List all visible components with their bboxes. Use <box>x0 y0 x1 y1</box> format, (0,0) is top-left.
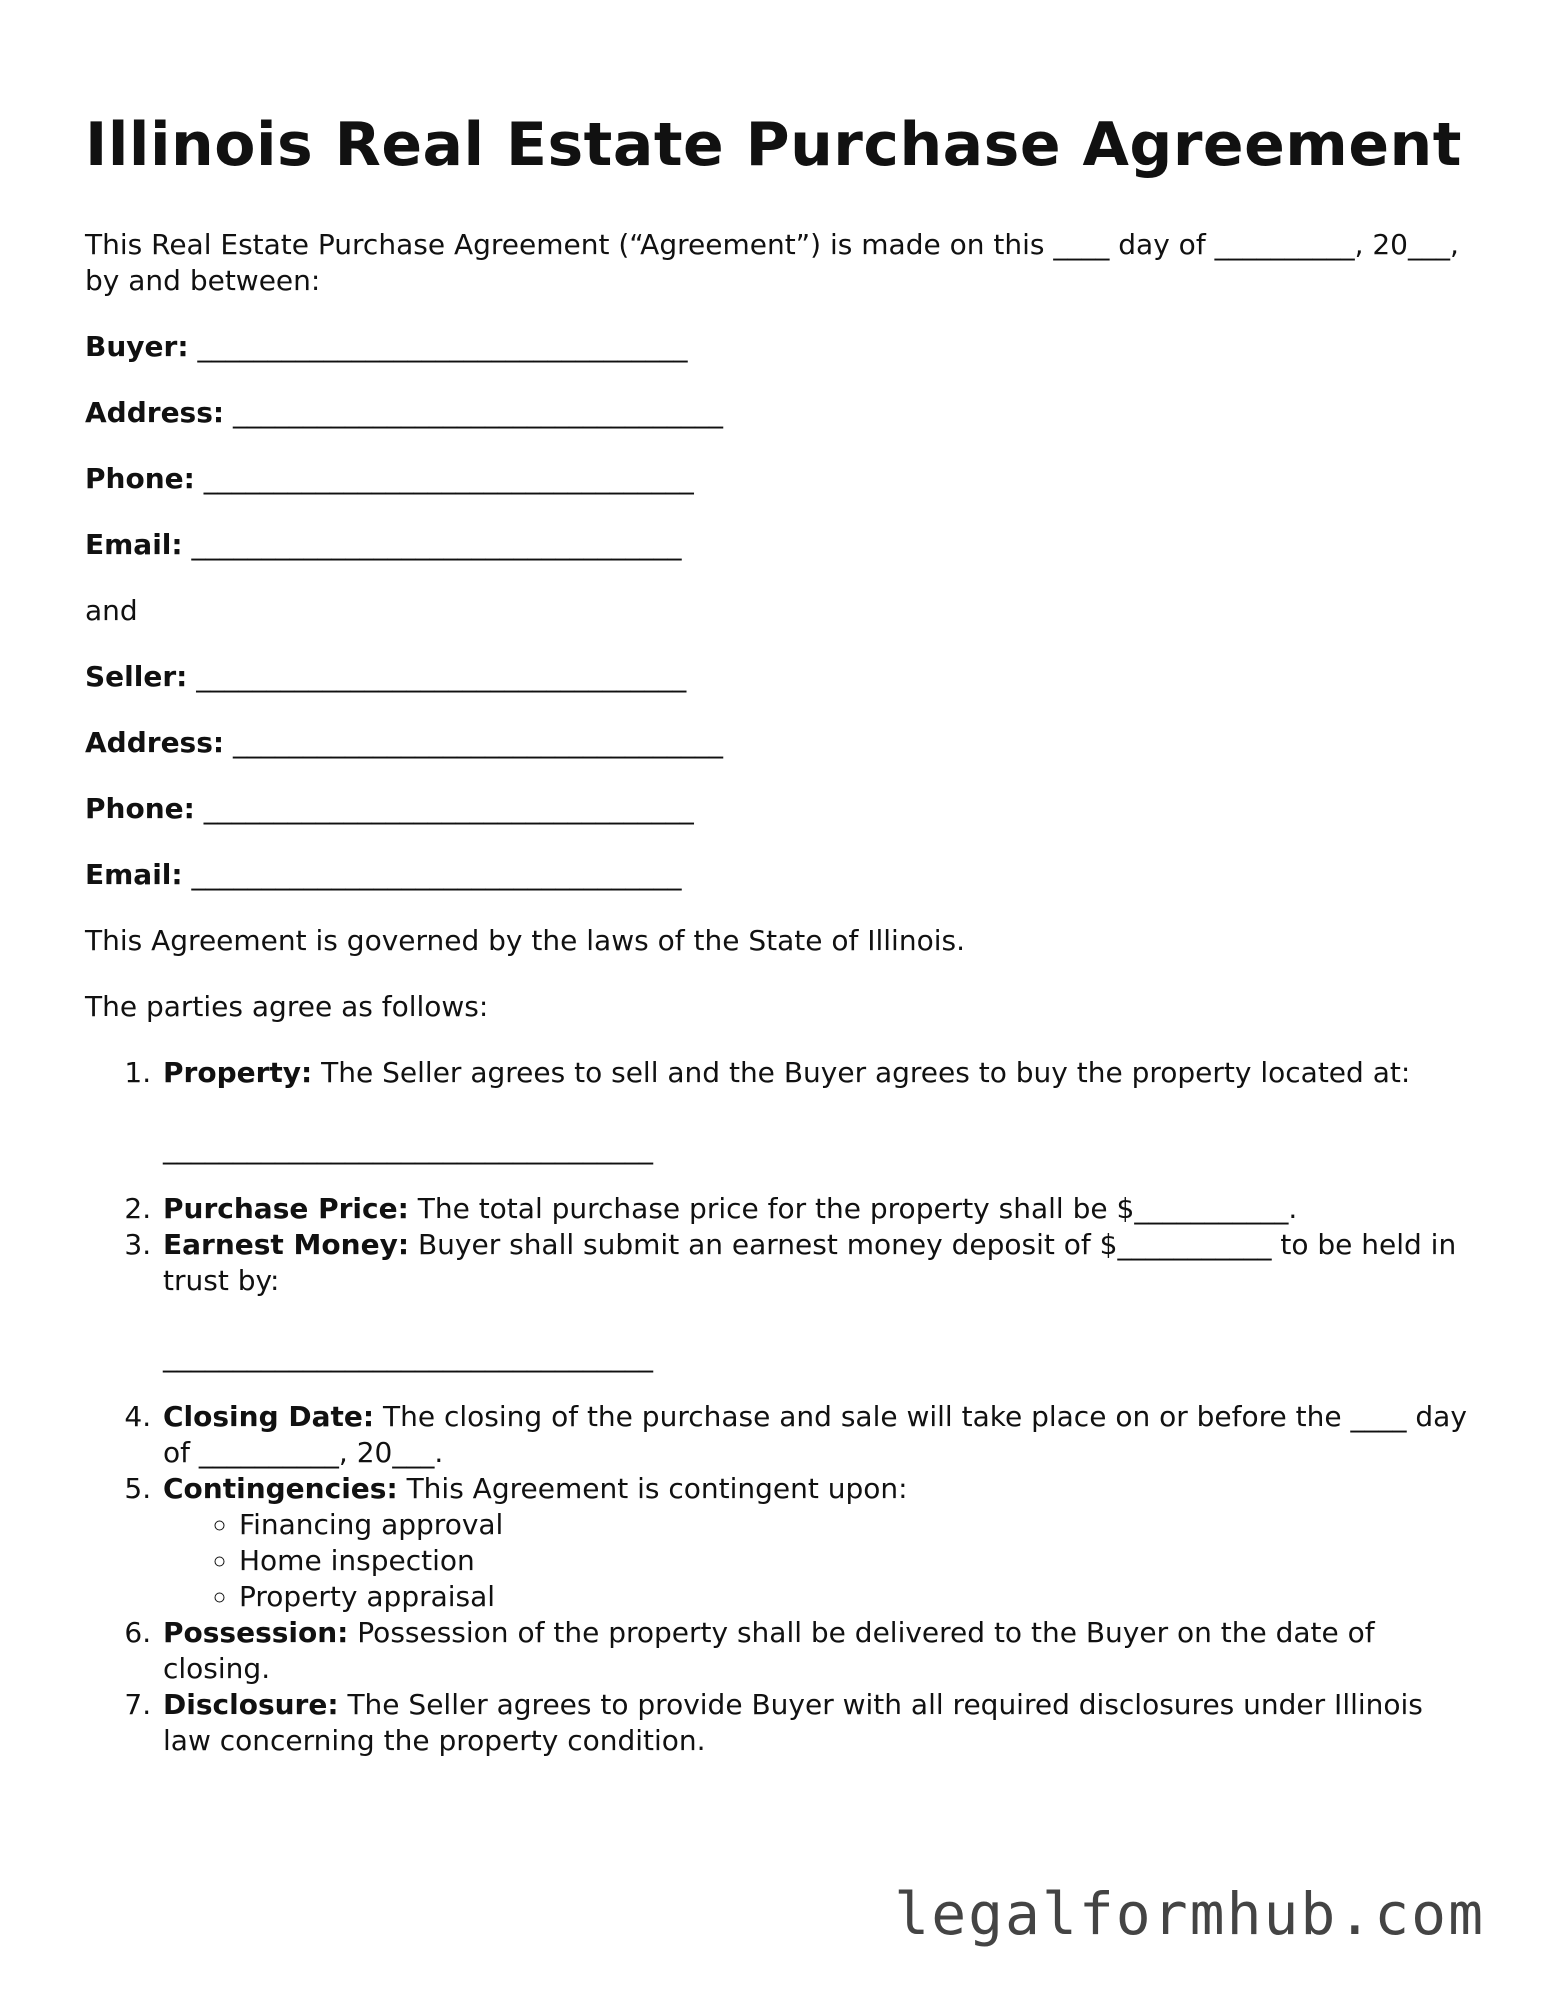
term-text: The total purchase price for the property shall be $___________. <box>417 1192 1298 1225</box>
seller-email-blank: ___________________________________ <box>191 858 682 891</box>
term-purchase-price <box>160 1191 1475 1227</box>
buyer-email-field <box>85 527 1475 563</box>
term-text: This Agreement is contingent upon: <box>406 1472 908 1505</box>
buyer-email-blank: ___________________________________ <box>191 528 682 561</box>
buyer-name-label: Buyer: <box>85 330 189 363</box>
buyer-phone-label: Phone: <box>85 462 195 495</box>
seller-address-label: Address: <box>85 726 225 759</box>
term-label: Earnest Money: <box>163 1228 410 1261</box>
term-label: Possession: <box>163 1616 349 1649</box>
term-label: Contingencies: <box>163 1472 398 1505</box>
intro-paragraph: This Real Estate Purchase Agreement (“Agreement”) is made on this ____ day of __________, 20___, by and between: <box>85 228 1459 297</box>
seller-email-label: Email: <box>85 858 183 891</box>
term-closing-date <box>160 1399 1475 1471</box>
seller-email-field <box>85 857 1475 893</box>
contingency-item: ◦ Property appraisal <box>239 1579 1475 1615</box>
buyer-address-blank: ___________________________________ <box>233 396 723 429</box>
governed-paragraph: This Agreement is governed by the laws of the State of Illinois. <box>85 924 965 957</box>
term-text: Possession of the property shall be delivered to the Buyer on the date of closing. <box>163 1616 1375 1685</box>
contingencies-list <box>163 1507 1475 1615</box>
term-text: Buyer shall submit an earnest money deposit of $___________ to be held in trust by: <box>163 1228 1457 1297</box>
term-text: The closing of the purchase and sale will take place on or before the ____ day of __________, 20___. <box>163 1400 1467 1469</box>
buyer-phone-field <box>85 461 1475 497</box>
seller-name-label: Seller: <box>85 660 188 693</box>
term-label: Closing Date: <box>163 1400 375 1433</box>
buyer-address-field <box>85 395 1475 431</box>
term-contingencies <box>160 1471 1475 1615</box>
seller-phone-field <box>85 791 1475 827</box>
seller-address-field <box>85 725 1475 761</box>
term-label: Disclosure: <box>163 1688 339 1721</box>
term-earnest-money <box>160 1227 1475 1375</box>
buyer-address-label: Address: <box>85 396 225 429</box>
buyer-phone-blank: ___________________________________ <box>203 462 694 495</box>
page-title: Illinois Real Estate Purchase Agreement <box>85 110 1462 180</box>
term-label: Purchase Price: <box>163 1192 409 1225</box>
term-text: The Seller agrees to provide Buyer with all required disclosures under Illinois law concerning the property condition. <box>163 1688 1423 1757</box>
and-text: and <box>85 594 138 627</box>
term-property <box>160 1055 1475 1167</box>
contingency-item: ◦ Home inspection <box>239 1543 1475 1579</box>
agree-paragraph: The parties agree as follows: <box>85 990 489 1023</box>
contingency-item: ◦ Financing approval <box>239 1507 1475 1543</box>
trust-holder-blank: ___________________________________ <box>163 1340 653 1373</box>
seller-address-blank: ___________________________________ <box>233 726 723 759</box>
term-disclosure <box>160 1687 1475 1759</box>
seller-phone-blank: ___________________________________ <box>203 792 694 825</box>
term-label: Property: <box>163 1056 313 1089</box>
document-page <box>85 110 1475 1759</box>
terms-list <box>85 1055 1475 1759</box>
seller-name-blank: ___________________________________ <box>196 660 687 693</box>
footer-watermark: legalformhub.com <box>894 1880 1485 1948</box>
buyer-name-blank: ___________________________________ <box>197 330 688 363</box>
buyer-email-label: Email: <box>85 528 183 561</box>
seller-phone-label: Phone: <box>85 792 195 825</box>
buyer-name-field <box>85 329 1475 365</box>
term-text: The Seller agrees to sell and the Buyer agrees to buy the property located at: <box>321 1056 1411 1089</box>
property-address-blank: ___________________________________ <box>163 1132 653 1165</box>
seller-name-field <box>85 659 1475 695</box>
term-possession <box>160 1615 1475 1687</box>
